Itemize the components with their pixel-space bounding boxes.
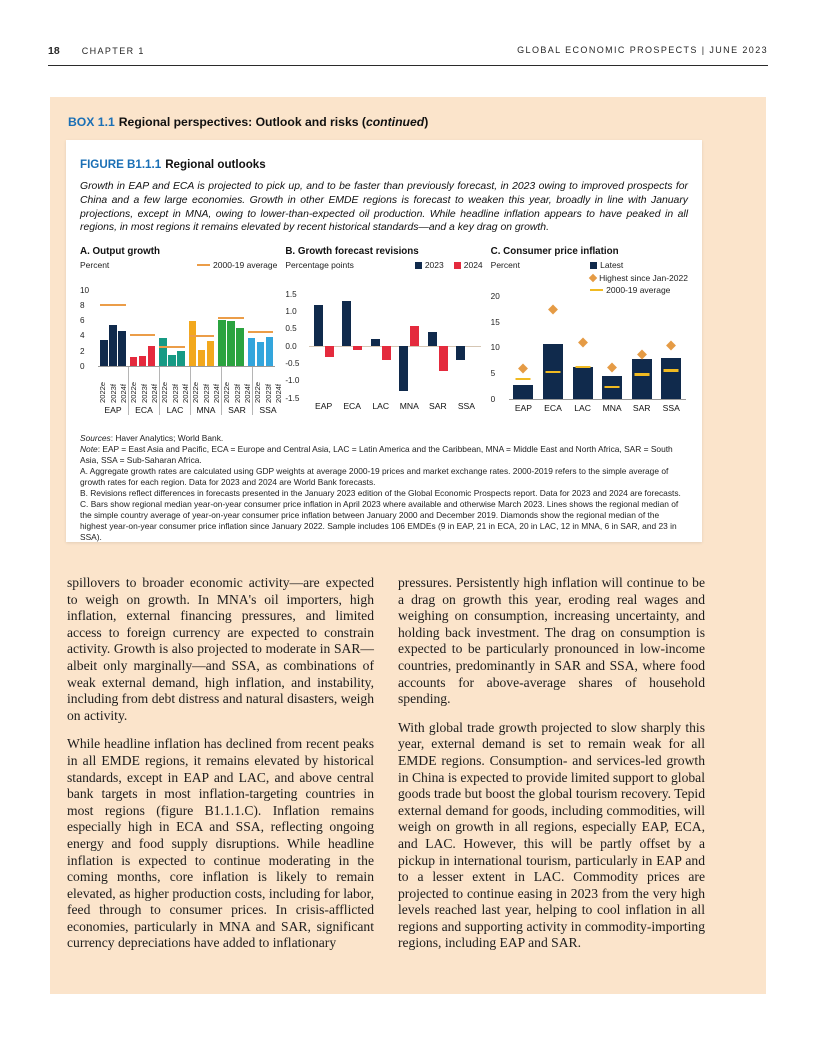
bar-LAC-2022e	[159, 338, 167, 366]
figure-summary: Growth in EAP and ECA is projected to pick up, and to be faster than previously forecast, in 2023 owing to improved prospects for China and a few large economies. Growth in other EMDE regions is forecast to weaken this year, broadly in line with January projections, except in MNA, owing to lower-than-expected oil production. While headline inflation appears to have peaked in all regions, in most regions it remains elevated by recent historical standards—and a key drag on growth.	[80, 181, 688, 234]
y-tick-label: 10	[80, 285, 90, 295]
bar-year-label: 2024f	[119, 384, 128, 404]
chart-b-title: B. Growth forecast revisions	[285, 246, 419, 258]
bar-EAP-2023	[314, 305, 323, 347]
x-label-MNA: MNA	[602, 403, 622, 414]
average-line-ECA	[546, 371, 561, 374]
legend-item	[197, 260, 277, 270]
x-axis-labels	[509, 403, 686, 413]
average-line-MNA	[189, 335, 215, 337]
bar-SSA-2024f	[266, 337, 274, 367]
report-title: GLOBAL ECONOMIC PROSPECTS | JUNE 2023	[517, 45, 768, 55]
bar-LAC-2023f	[168, 355, 176, 366]
year-labels-SSA	[253, 367, 283, 403]
bar-group-SAR	[216, 290, 246, 366]
y-tick-label: 20	[490, 291, 500, 301]
legend	[590, 260, 688, 295]
bar-EAP-2024f	[118, 331, 126, 366]
legend-item-2024	[454, 260, 483, 270]
x-label-LAC: LAC	[574, 403, 591, 414]
bar-SAR-latest	[632, 359, 652, 399]
legend-bar-swatch	[590, 262, 597, 269]
page-number: 18	[48, 45, 60, 57]
bar-year-label: 2024f	[243, 384, 252, 404]
legend	[415, 260, 483, 270]
x-label-ECA: ECA	[343, 401, 361, 412]
plot-area	[490, 291, 686, 404]
bar-group-MNA	[187, 290, 217, 366]
bar-pair-MNA	[395, 294, 424, 398]
average-line-MNA	[605, 386, 620, 389]
y-tick-label: 2	[80, 346, 85, 356]
chart-a-head	[80, 260, 277, 272]
x-group-LAC	[159, 367, 190, 415]
note-c: C. Bars show regional median year-on-year consumer price inflation in April 2023 where available and otherwise March 2023. Lines shows the regional median of the simple country average of year-on-year consumer price inflation between January 2000 and December 2019. Diamonds show the regional median of the highest year-on-year consumer price inflation since January 2022. Sample includes 106 EMDEs (9 in EAP, 21 in ECA, 20 in LAC, 12 in MNA, 6 in SAR, and 23 in SSA).	[80, 498, 679, 542]
bar-LAC-2023	[371, 339, 380, 346]
bar-SSA-2022e	[248, 338, 256, 366]
diamond-LAC	[578, 338, 588, 348]
y-tick-label: -0.5	[285, 359, 300, 369]
body-column-right	[398, 575, 705, 964]
bar-MNA-2024	[410, 326, 419, 347]
box-label: BOX 1.1	[68, 115, 115, 129]
bars-SAR	[216, 320, 246, 366]
bar-ECA-2023f	[139, 356, 147, 367]
bar-SAR-2023f	[227, 321, 235, 366]
x-group-EAP	[98, 367, 128, 415]
year-labels-LAC	[160, 367, 190, 403]
region-label: SSA	[259, 405, 277, 416]
y-axis-label: Percent	[80, 260, 110, 271]
bar-year-label: 2024f	[212, 384, 221, 404]
cell-SSA	[656, 296, 686, 399]
note-b: B. Revisions reflect differences in forecasts presented in the January 2023 edition of the Global Economic Prospects report. Data for 2023 and 2024 are forecasts.	[80, 487, 681, 498]
average-line-EAP	[516, 378, 531, 381]
bar-group-ECA	[128, 290, 158, 366]
bar-EAP-2024	[325, 346, 334, 356]
legend-item-diamond	[590, 273, 688, 283]
box-title-text: Regional perspectives: Outlook and risks (	[118, 115, 366, 129]
bar-SSA-2023f	[257, 342, 265, 366]
y-tick-label: 1.0	[285, 307, 297, 317]
diamond-EAP	[518, 363, 528, 373]
legend-square-swatch	[415, 262, 422, 269]
x-label-SAR: SAR	[429, 401, 447, 412]
bar-year-label: 2023f	[201, 384, 211, 404]
charts-row	[80, 246, 688, 421]
x-axis-labels	[309, 401, 480, 411]
bar-pair-SSA	[452, 294, 481, 398]
sources-line	[80, 433, 688, 444]
bar-SAR-2024f	[236, 328, 244, 367]
bar-year-label: 2022e	[129, 382, 138, 404]
figure-panel	[66, 140, 702, 542]
bar-LAC-2024f	[177, 351, 185, 366]
figure-notes	[80, 433, 688, 542]
cell-EAP	[509, 296, 539, 399]
y-tick-label: 4	[80, 331, 85, 341]
body-columns	[67, 575, 705, 964]
box-title-close: )	[424, 115, 429, 129]
sources-label: Sources	[80, 433, 111, 444]
box-title-continued: continued	[365, 115, 425, 129]
cell-MNA	[597, 296, 627, 399]
x-label-ECA: ECA	[544, 403, 562, 414]
bar-year-label: 2022e	[160, 382, 169, 404]
x-group-MNA	[190, 367, 221, 415]
diamond-MNA	[607, 362, 617, 372]
legend-diamond-swatch	[589, 274, 597, 282]
plot-area	[80, 285, 275, 371]
bar-EAP-2023f	[109, 325, 117, 367]
paragraph: pressures. Persistently high inflation will continue to be a drag on growth this year, eroding real wages and weighing on consumption, increasing uncertainty, and holding back investment. The drag on consumption is expected to be particularly pronounced in low-income countries, predominantly in SAR and SSA, where food accounts for above-average shares of household spending.	[398, 575, 705, 707]
page-header	[48, 45, 768, 66]
legend-label: 2023	[424, 260, 444, 271]
note-text: : EAP = East Asia and Pacific, ECA = Europe and Central Asia, LAC = Latin America and the Caribbean, MNA = Middle East and North Africa, SAR = South Asia, SSA = Sub-Saharan Africa.	[80, 444, 673, 466]
figure-label: FIGURE B1.1.1	[80, 158, 162, 171]
year-labels-EAP	[98, 367, 128, 403]
year-labels-MNA	[191, 367, 221, 403]
paragraph: With global trade growth projected to slow sharply this year, external demand is set to remain weak for all EMDE regions. Consumption- and services-led growth in China is expected to provide limited support to global goods trade but boost the global tourism recovery. Tepid external demand for goods, including commodities, will weigh on growth in all regions, especially EAP, ECA, and LAC. However, this will be partly offset by a pickup in international tourism, particularly in EAP and to a lesser extent in LAC. Commodity prices are projected to continue easing in 2023 from the very high levels reached last year, helping to cool inflation in all regions and supporting activity in commodity-importing regions, including EAP and SAR.	[398, 719, 705, 951]
bar-ECA-2024f	[148, 346, 156, 367]
legend-label: Latest	[600, 260, 624, 271]
year-labels-SAR	[222, 367, 252, 403]
average-line-SSA	[248, 331, 274, 333]
bars-ECA	[128, 346, 158, 367]
box-1-1-panel	[50, 97, 766, 994]
x-label-LAC: LAC	[372, 401, 390, 412]
note-label: Note	[80, 444, 98, 455]
y-tick-label: 8	[80, 301, 85, 310]
diamond-SAR	[637, 349, 647, 359]
bar-EAP-2022e	[100, 340, 108, 367]
bar-group-SSA	[246, 290, 276, 366]
bars-SSA	[246, 337, 276, 367]
bar-ECA-2023	[342, 301, 351, 346]
chapter-label: CHAPTER 1	[81, 46, 145, 56]
sources-text: : Haver Analytics; World Bank.	[110, 433, 224, 444]
y-tick-label: 0.5	[285, 324, 297, 334]
cell-LAC	[568, 296, 598, 399]
bar-year-label: 2022e	[253, 382, 262, 404]
diamond-ECA	[548, 304, 558, 314]
bar-SSA-2023	[456, 346, 465, 360]
region-label: EAP	[104, 405, 122, 416]
bar-pair-EAP	[309, 294, 338, 398]
chart-a-title: A. Output growth	[80, 246, 160, 258]
bar-year-label: 2024f	[274, 384, 283, 404]
bars-EAP	[98, 325, 128, 367]
chart-c-title: C. Consumer price inflation	[490, 246, 619, 258]
bar-pair-SAR	[424, 294, 453, 398]
y-tick-label: 5	[490, 369, 496, 379]
bar-year-label: 2022e	[222, 382, 231, 404]
y-axis-label: Percentage points	[285, 260, 354, 271]
bar-pair-ECA	[338, 294, 367, 398]
x-group-ECA	[128, 367, 159, 415]
legend-line-swatch	[197, 264, 210, 266]
bar-year-label: 2023f	[232, 384, 242, 404]
x-label-EAP: EAP	[514, 403, 533, 414]
y-tick-label: 0	[490, 394, 496, 404]
average-line-ECA	[130, 334, 156, 336]
bar-LAC-latest	[573, 367, 593, 399]
bar-SSA-latest	[661, 358, 681, 399]
figure-title: Regional outlooks	[165, 158, 266, 171]
legend-item-bar	[590, 260, 623, 270]
y-tick-label: -1.0	[285, 376, 300, 386]
legend-label: 2000-19 average	[213, 260, 278, 271]
bar-group-LAC	[157, 290, 187, 366]
body-column-left	[67, 575, 374, 964]
bar-year-label: 2022e	[191, 382, 200, 404]
average-line-SSA	[664, 369, 679, 372]
x-label-MNA: MNA	[399, 401, 419, 412]
diamond-SSA	[666, 341, 676, 351]
legend-label: 2024	[463, 260, 483, 271]
average-line-LAC	[159, 346, 185, 348]
x-group-SAR	[221, 367, 252, 415]
bar-year-label: 2023f	[170, 384, 180, 404]
y-tick-label: 10	[490, 343, 500, 353]
paragraph: spillovers to broader economic activity—are expected to weigh on growth. In MNA's oil importers, high inflation, external financing pressures, and limited access to foreign currency are expected to constrain activity. Growth is also projected to moderate in SAR—albeit only marginally—and SSA, as combinations of weak external demand, high inflation, and instability, including from debt distress and natural disasters, weigh on activity.	[67, 575, 374, 723]
bar-EAP-latest	[513, 385, 533, 399]
bar-year-label: 2023f	[139, 384, 149, 404]
y-tick-label: -1.5	[285, 393, 300, 403]
x-axis-labels	[98, 367, 283, 416]
bar-ECA-2022e	[130, 357, 138, 366]
chart-c-head	[491, 260, 688, 294]
y-tick-label: 15	[490, 317, 500, 327]
y-tick-label: 0	[80, 361, 85, 371]
box-title	[68, 115, 428, 129]
plot-area	[285, 289, 480, 403]
bar-groups	[98, 290, 275, 366]
bar-cells	[509, 296, 686, 399]
note-a: A. Aggregate growth rates are calculated using GDP weights at average 2000-19 prices and market exchange rates. 2000-2019 refers to the simple average of growth rates for each region. Data for 2023 and 2024 are World Bank forecasts.	[80, 466, 669, 487]
bar-MNA-2023	[399, 346, 408, 391]
figure-heading	[80, 158, 688, 171]
chart-b-head	[285, 260, 482, 272]
average-line-SAR	[634, 373, 649, 376]
bar-pair-LAC	[366, 294, 395, 398]
bar-year-label: 2023f	[263, 384, 273, 404]
y-tick-label: 6	[80, 316, 85, 326]
legend-square-swatch	[454, 262, 461, 269]
legend-label: 2000-19 average	[606, 285, 671, 296]
note-line	[80, 444, 688, 466]
bar-cells	[309, 294, 480, 398]
average-line-EAP	[100, 304, 126, 306]
average-line-LAC	[575, 366, 590, 369]
legend-item-line	[590, 285, 670, 295]
average-line-SAR	[218, 317, 244, 319]
region-label: SAR	[228, 405, 246, 416]
region-label: LAC	[166, 405, 184, 416]
y-tick-label: 0.0	[285, 341, 297, 351]
bar-SAR-2024	[439, 346, 448, 370]
year-labels-ECA	[129, 367, 159, 403]
cell-ECA	[538, 296, 568, 399]
bar-year-label: 2023f	[108, 384, 118, 404]
bars-LAC	[157, 338, 187, 366]
x-label-EAP: EAP	[315, 401, 333, 412]
bar-MNA-2024f	[207, 341, 215, 366]
paragraph: While headline inflation has declined from recent peaks in all EMDE regions, it remains elevated by historical standards, except in EAP and LAC, and above central bank targets in most inflation-targeting countries in most regions (figure B1.1.1.C). Inflation remains especially high in ECA and SSA, reflecting ongoing energy and food supply disruptions. While headline inflation is expected to continue moderating in the coming months, core inflation is likely to remain elevated, as higher production costs, including for labor, feed through to consumer prices. In crisis-afflicted economies, particularly in MNA and SAR, significant currency depreciations have added to inflationary	[67, 736, 374, 951]
x-label-SAR: SAR	[632, 403, 651, 414]
bar-year-label: 2024f	[150, 384, 159, 404]
region-label: ECA	[135, 405, 153, 416]
y-tick-label: 1.5	[285, 289, 297, 299]
bar-MNA-2023f	[198, 350, 206, 367]
legend-label: Highest since Jan-2022	[599, 272, 688, 283]
bar-SAR-2023	[428, 332, 437, 346]
legend-item-2023	[415, 260, 444, 270]
chart-output-growth	[80, 246, 283, 421]
bars-MNA	[187, 321, 217, 366]
region-label: MNA	[196, 405, 216, 416]
legend-line-swatch	[590, 289, 603, 291]
cell-SAR	[627, 296, 657, 399]
chart-consumer-price-inflation	[491, 246, 688, 421]
bar-SAR-2022e	[218, 320, 226, 366]
x-label-SSA: SSA	[662, 403, 680, 414]
bar-group-EAP	[98, 290, 128, 366]
bar-year-label: 2024f	[181, 384, 190, 404]
y-axis-label: Percent	[490, 260, 520, 271]
x-label-SSA: SSA	[457, 401, 476, 412]
bar-LAC-2024	[382, 346, 391, 360]
chart-growth-forecast-revisions	[285, 246, 482, 421]
bar-MNA-2022e	[189, 321, 197, 366]
header-left	[48, 45, 145, 57]
x-group-SSA	[252, 367, 283, 415]
bar-year-label: 2022e	[98, 382, 107, 404]
bar-ECA-2024	[353, 346, 362, 349]
